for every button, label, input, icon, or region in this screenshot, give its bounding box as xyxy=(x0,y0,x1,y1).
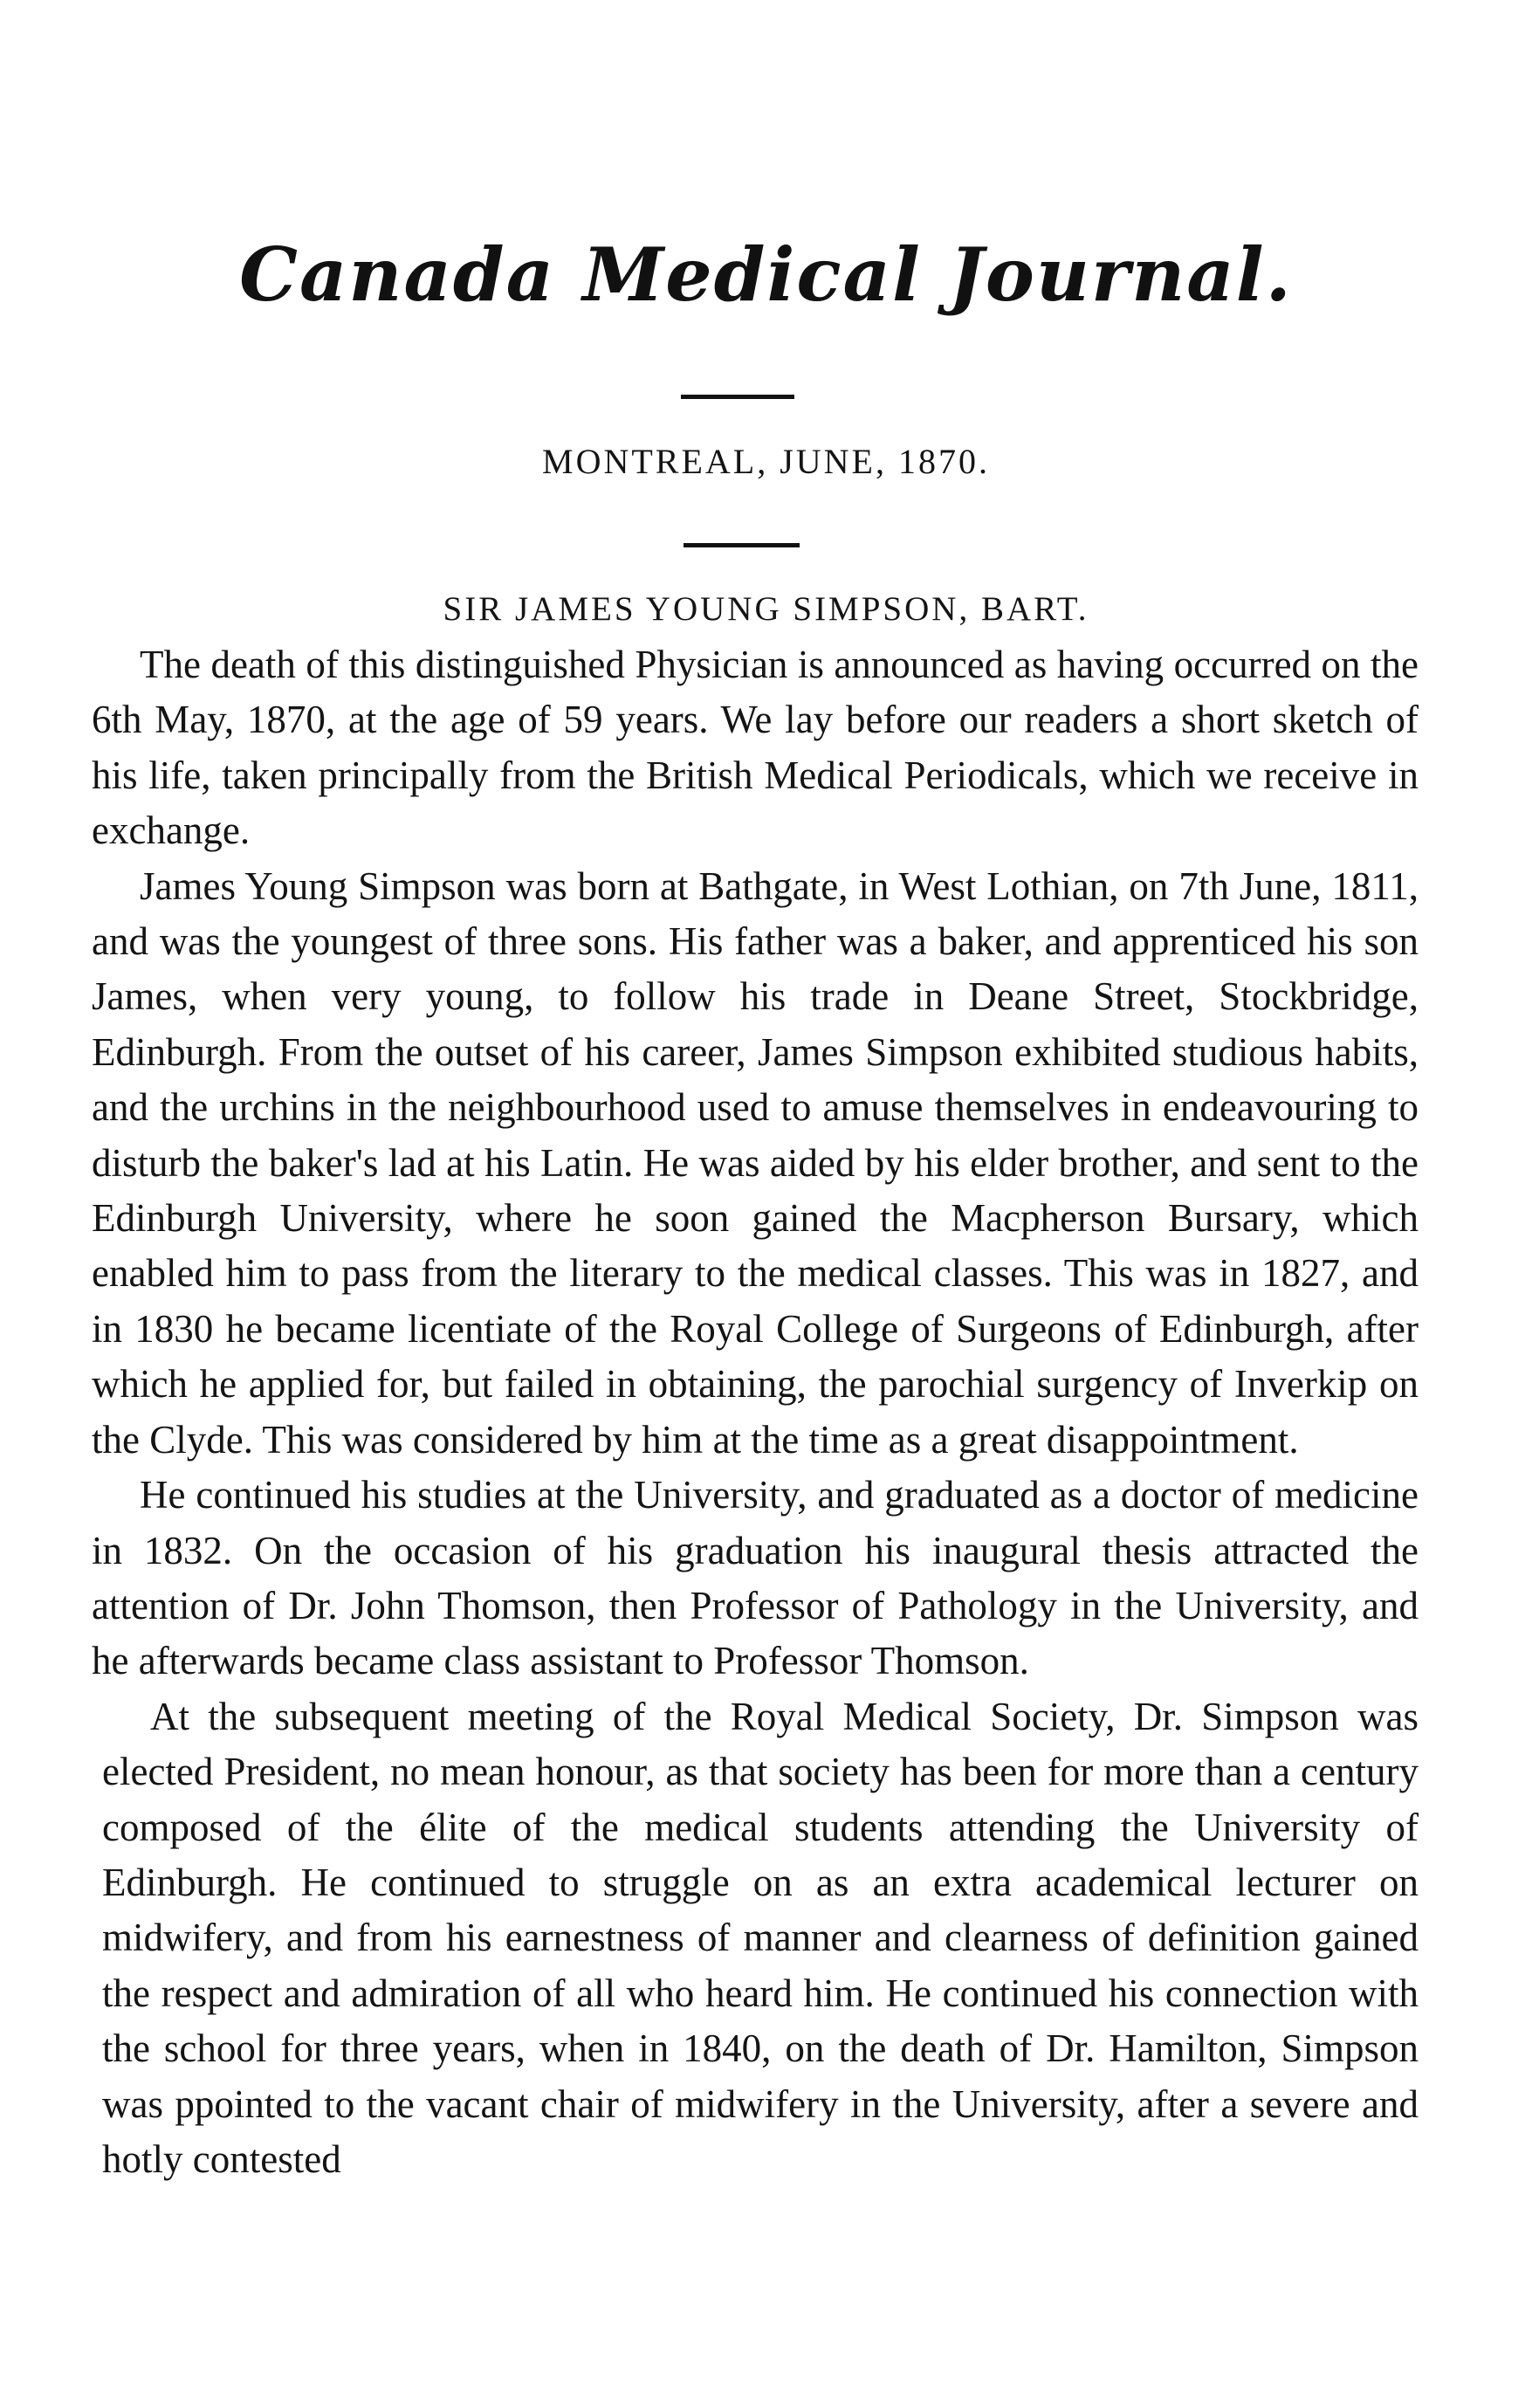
article-body xyxy=(92,637,1419,2187)
journal-masthead: Canada Medical Journal. xyxy=(239,231,1293,318)
article-paragraph: James Young Simpson was born at Bathgate, in West Lothian, on 7th June, 1811, and was the youngest of three sons. His father was a baker, and apprenticed his son James, when very young, to follow his trade in Deane Street, Stockbridge, Edinburgh. From the outset of his career, James Simpson exhibited studious habits, and the urchins in the neighbourhood used to amuse themselves in endeavouring to disturb the baker's lad at his Latin. He was aided by his elder brother, and sent to the Edinburgh University, where he soon gained the Macpherson Bursary, which enabled him to pass from the literary to the medical classes. This was in 1827, and in 1830 he became licentiate of the Royal College of Surgeons of Edinburgh, after which he applied for, but failed in obtaining, the parochial surgency of Inverkip on the Clyde. This was considered by him at the time as a great disappointment. xyxy=(92,863,1419,1462)
article-paragraph: He continued his studies at the University, and graduated as a doctor of medicine in 1832. On the occasion of his graduation his inaugural thesis attracted the attention of Dr. John Thomson, then Professor of Pathology in the University, and he afterwards became class assistant to Professor Thomson. xyxy=(92,1473,1419,1683)
masthead-divider xyxy=(681,395,794,399)
article-paragraph: The death of this distinguished Physician is announced as having occurred on the 6th May, 1870, at the age of 59 years. We lay before our readers a short sketch of his life, taken principally from the British Medical Periodicals, which we receive in exchange. xyxy=(92,643,1419,853)
dateline-divider xyxy=(684,543,800,547)
article-heading: SIR JAMES YOUNG SIMPSON, BART. xyxy=(443,590,1089,628)
issue-dateline: MONTREAL, JUNE, 1870. xyxy=(542,442,990,481)
article-paragraph: At the subsequent meeting of the Royal Medical Society, Dr. Simpson was elected President, no mean honour, as that society has been for more than a century composed of the élite of the medical students attending the University of Edinburgh. He continued to struggle on as an extra academical lecturer on midwifery, and from his earnestness of manner and clearness of definition gained the respect and admiration of all who heard him. He continued his connection with the school for three years, when in 1840, on the death of Dr. Hamilton, Simpson was ppointed to the vacant chair of midwifery in the University, after a severe and hotly contested xyxy=(102,1694,1419,2181)
